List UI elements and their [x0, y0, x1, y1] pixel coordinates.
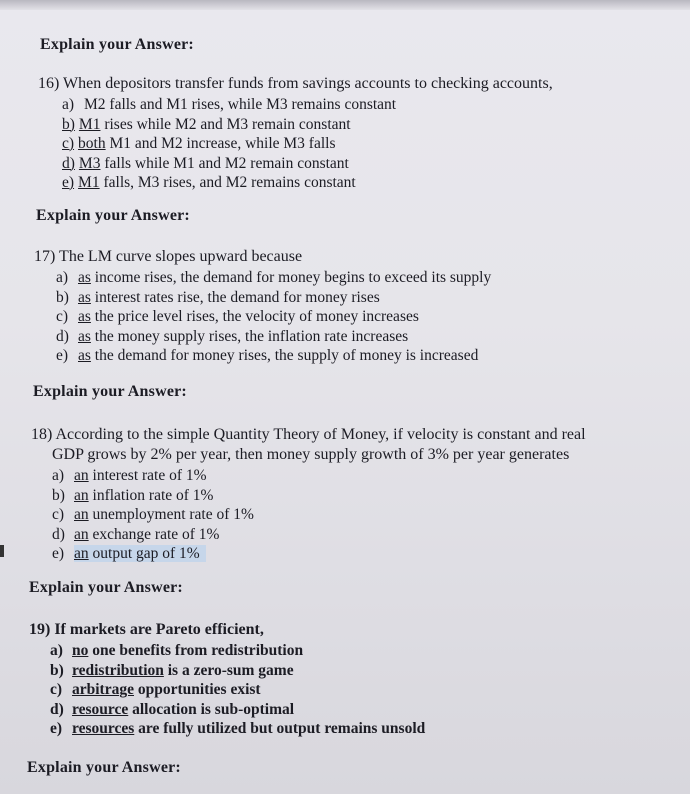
- explain-answer-label: Explain your Answer:: [36, 207, 190, 224]
- option-b[interactable]: b) an inflation rate of 1%: [52, 486, 214, 504]
- question-text: The LM curve slopes upward because: [59, 248, 303, 265]
- explain-answer-label: Explain your Answer:: [40, 36, 194, 53]
- question-stem: [31, 425, 586, 445]
- page-top-edge: [0, 0, 690, 10]
- question-text: According to the simple Quantity Theory of Money, if velocity is constant and real: [55, 426, 586, 443]
- question-16: [38, 74, 553, 193]
- question-stem: [29, 620, 425, 640]
- text-selection-highlight: an output gap of 1%: [74, 545, 206, 562]
- option-list: [62, 95, 553, 193]
- explain-answer-label: Explain your Answer:: [33, 383, 187, 400]
- question-18: [31, 425, 586, 564]
- option-a[interactable]: a) as income rises, the demand for money begins to exceed its supply: [56, 269, 492, 286]
- option-a[interactable]: a) no one benefits from redistribution: [50, 642, 304, 659]
- question-number: 19): [29, 621, 51, 638]
- explain-answer-label: Explain your Answer:: [29, 579, 183, 596]
- option-e[interactable]: e) as the demand for money rises, the supply of money is increased: [56, 347, 479, 364]
- question-text: If markets are Pareto efficient,: [54, 621, 264, 638]
- option-a[interactable]: a) an interest rate of 1%: [52, 467, 207, 484]
- question-stem: [34, 247, 491, 267]
- option-d[interactable]: d) as the money supply rises, the inflation rate increases: [56, 327, 409, 345]
- option-b[interactable]: b) as interest rates rise, the demand for money rises: [56, 288, 380, 306]
- question-19: [29, 620, 425, 739]
- option-c[interactable]: c) as the price level rises, the velocity of money increases: [56, 308, 419, 325]
- option-e[interactable]: e) resources are fully utilized but output remains unsold: [50, 720, 426, 737]
- option-c[interactable]: c) arbitrage opportunities exist: [50, 681, 261, 698]
- option-b[interactable]: b) redistribution is a zero-sum game: [50, 661, 294, 679]
- margin-mark: [0, 545, 4, 557]
- option-b[interactable]: b) M1 rises while M2 and M3 remain constant: [62, 115, 351, 133]
- question-number: 17): [34, 248, 56, 265]
- question-text-continued: GDP grows by 2% per year, then money supply growth of 3% per year generates: [52, 446, 570, 463]
- option-e-selected[interactable]: e) an output gap of 1%: [52, 544, 586, 564]
- option-d[interactable]: d) M3 falls while M1 and M2 remain constant: [62, 154, 349, 172]
- option-c[interactable]: c) an unemployment rate of 1%: [52, 506, 254, 523]
- explain-answer-label: Explain your Answer:: [27, 759, 181, 776]
- question-text: When depositors transfer funds from savings accounts to checking accounts,: [63, 75, 553, 92]
- option-c[interactable]: c) both M1 and M2 increase, while M3 falls: [62, 135, 336, 152]
- question-17: [34, 247, 491, 366]
- question-number: 16): [38, 75, 60, 92]
- option-list: [50, 641, 425, 739]
- option-d[interactable]: d) resource allocation is sub-optimal: [50, 700, 295, 718]
- question-stem: [38, 74, 553, 94]
- question-number: 18): [31, 426, 53, 443]
- option-e[interactable]: e) M1 falls, M3 rises, and M2 remains constant: [62, 174, 356, 191]
- option-list: [56, 268, 491, 366]
- option-list: [52, 466, 586, 564]
- option-d[interactable]: d) an exchange rate of 1%: [52, 525, 220, 543]
- option-a[interactable]: a) M2 falls and M1 rises, while M3 remains constant: [62, 96, 397, 113]
